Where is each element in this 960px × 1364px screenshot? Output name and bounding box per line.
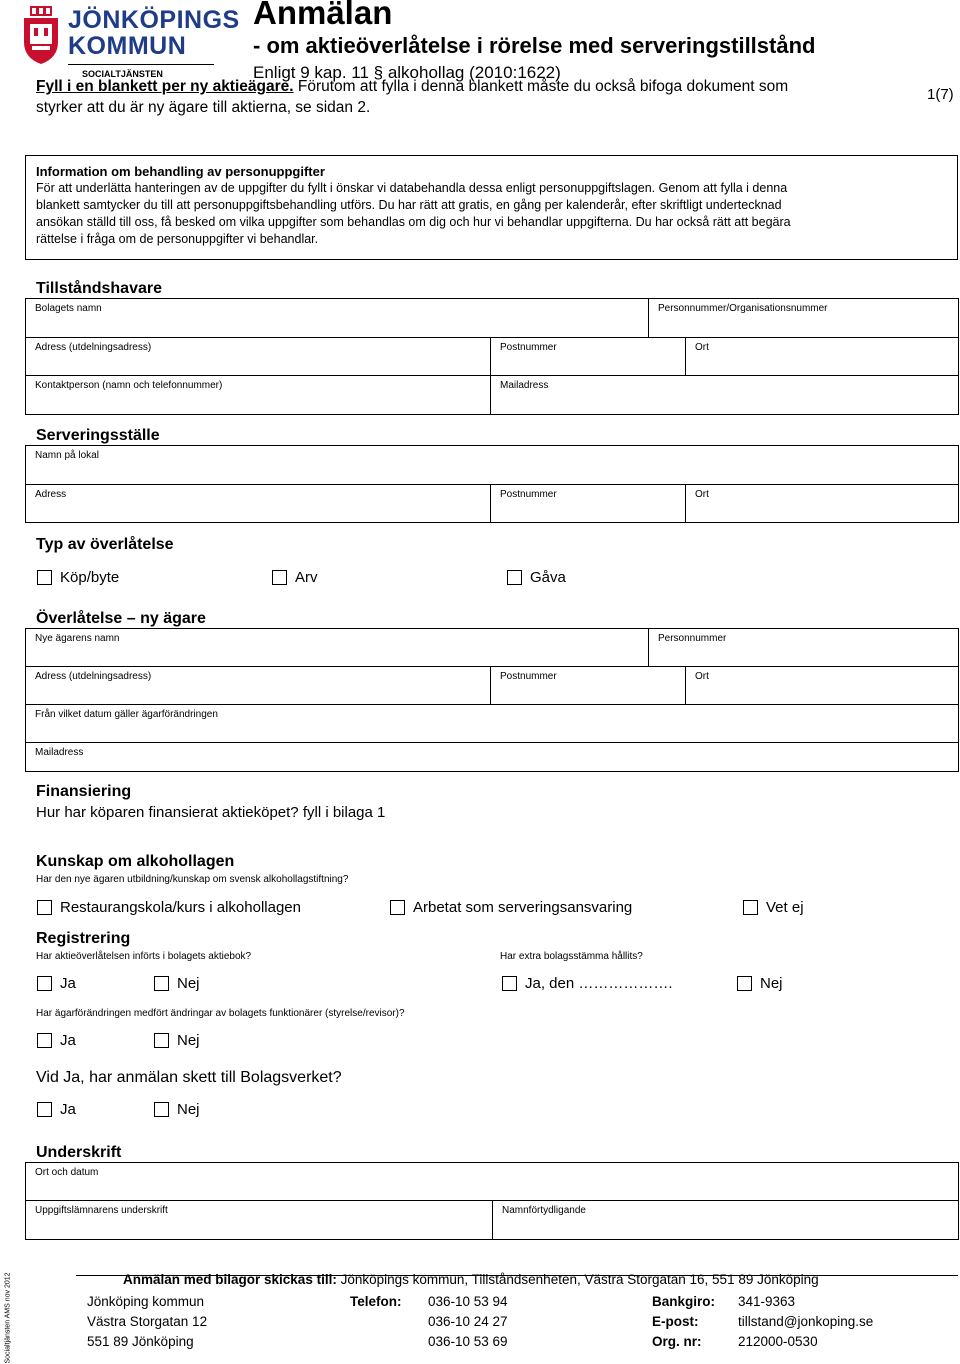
section-title-ny-agare: Överlåtelse – ny ägare [36, 610, 206, 627]
new-owner-address-label: Adress (utdelningsadress) [35, 671, 152, 682]
option-arbetat-label: Arbetat som serveringsansvaring [413, 899, 633, 916]
venue-postal-code-field[interactable] [490, 484, 686, 523]
new-owner-email-field[interactable] [25, 742, 959, 772]
intro-bold: Fyll i en blankett per ny aktieägare. [36, 78, 294, 95]
footer-org-label: Org. nr: [652, 1334, 702, 1349]
postal-code-field[interactable] [490, 337, 686, 376]
info-line-1: För att underlätta hanteringen av de uppgifter du fyllt i önskar vi databehandla dessa enligt personuppgiftslagen. Genom att fylla i denna [36, 181, 788, 195]
new-owner-postal-code-label: Postnummer [500, 671, 557, 682]
info-line-2: blankett samtycker du till att personuppgiftsbehandling utförs. Du har rätt att gratis, en gång per kalenderår, efter skriftligt undertecknad [36, 198, 782, 212]
footer-send-bold: Anmälan med bilagor skickas till: [123, 1272, 337, 1287]
info-heading: Information om behandling av personuppgifter [36, 164, 325, 179]
footer-send-rest: Jönköpings kommun, Tillståndsenheten, Västra Storgatan 16, 551 89 Jönköping [336, 1272, 819, 1287]
footer-bank: 341-9363 [738, 1294, 796, 1309]
postal-code-label: Postnummer [500, 342, 557, 353]
checkbox-arbetat[interactable] [390, 900, 405, 915]
finansiering-text: Hur har köparen finansierat aktieköpet? fyll i bilaga 1 [36, 804, 386, 821]
venue-postal-code-label: Postnummer [500, 489, 557, 500]
checkbox-q4-nej[interactable] [154, 1102, 169, 1117]
checkbox-q2-ja[interactable] [502, 976, 517, 991]
registrering-q4: Vid Ja, har anmälan skett till Bolagsverket? [36, 1069, 342, 1086]
venue-city-label: Ort [695, 489, 709, 500]
footer-send-line [123, 1272, 819, 1287]
option-restaurangskola-label: Restaurangskola/kurs i alkohollagen [60, 899, 301, 916]
q4-nej-label: Nej [177, 1101, 200, 1118]
coat-of-arms-icon [22, 6, 60, 64]
section-title-servering: Serveringsställe [36, 427, 160, 444]
email-field[interactable] [490, 375, 959, 415]
checkbox-arv[interactable] [272, 570, 287, 585]
footer-org: 212000-0530 [738, 1334, 818, 1349]
checkbox-vet-ej[interactable] [743, 900, 758, 915]
kunskap-question: Har den nye ägaren utbildning/kunskap om svensk alkohollagstiftning? [36, 874, 349, 885]
new-owner-name-label: Nye ägarens namn [35, 633, 120, 644]
place-date-field[interactable] [25, 1162, 959, 1201]
registrering-q2: Har extra bolagsstämma hållits? [500, 951, 643, 962]
address-label: Adress (utdelningsadress) [35, 342, 152, 353]
q2-ja-label: Ja, den ………………. [525, 975, 673, 992]
page-title: Anmälan [253, 0, 393, 31]
info-line-3: ansökan ställd till oss, få besked om vilka uppgifter som behandlas om dig och hur vi behandlar uppgifterna. Du har också rätt att begära [36, 215, 791, 229]
q4-ja[interactable] [37, 1101, 76, 1118]
footer-tel-label: Telefon: [350, 1294, 402, 1309]
section-title-kunskap: Kunskap om alkohollagen [36, 853, 235, 870]
new-owner-name-field[interactable] [25, 628, 649, 667]
side-version-text: Socialtjänsten AMS nov 2012 [4, 1272, 12, 1364]
new-owner-city-field[interactable] [685, 666, 959, 705]
option-vet-ej-label: Vet ej [766, 899, 804, 916]
venue-city-field[interactable] [685, 484, 959, 523]
checkbox-q1-ja[interactable] [37, 976, 52, 991]
new-owner-postal-code-field[interactable] [490, 666, 686, 705]
venue-address-label: Adress [35, 489, 67, 500]
footer-address-2: Västra Storgatan 12 [87, 1314, 208, 1329]
option-vet-ej[interactable] [743, 899, 804, 916]
q3-nej-label: Nej [177, 1032, 200, 1049]
change-date-label: Från vilket datum gäller ägarförändringen [35, 709, 218, 720]
org-number-field[interactable] [648, 298, 959, 338]
change-date-field[interactable] [25, 704, 959, 743]
new-owner-address-field[interactable] [25, 666, 491, 705]
logo-name-2: KOMMUN [68, 32, 187, 60]
q2-ja-den[interactable] [502, 975, 673, 992]
checkbox-q2-nej[interactable] [737, 976, 752, 991]
name-clarification-label: Namnförtydligande [502, 1205, 586, 1216]
new-owner-email-label: Mailadress [35, 747, 84, 758]
checkbox-q3-ja[interactable] [37, 1033, 52, 1048]
footer-email[interactable]: tillstand@jonkoping.se [738, 1314, 874, 1329]
checkbox-gava[interactable] [507, 570, 522, 585]
contact-person-label: Kontaktperson (namn och telefonnummer) [35, 380, 223, 391]
footer-address-1: Jönköping kommun [87, 1294, 205, 1309]
option-arv[interactable] [272, 569, 318, 586]
q3-nej[interactable] [154, 1032, 200, 1049]
signature-field[interactable] [25, 1200, 493, 1240]
section-title-registrering: Registrering [36, 930, 131, 947]
footer-tel-1: 036-10 53 94 [428, 1294, 508, 1309]
q1-nej[interactable] [154, 975, 200, 992]
signature-label: Uppgiftslämnarens underskrift [35, 1205, 168, 1216]
company-name-field[interactable] [25, 298, 649, 338]
contact-person-field[interactable] [25, 375, 491, 415]
option-kop-byte-label: Köp/byte [60, 569, 120, 586]
new-owner-city-label: Ort [695, 671, 709, 682]
q3-ja[interactable] [37, 1032, 76, 1049]
page-subtitle: - om aktieöverlåtelse i rörelse med serveringstillstånd [253, 33, 816, 58]
registrering-q3: Har ägarförändringen medfört ändringar av bolagets funktionärer (styrelse/revisor)? [36, 1008, 405, 1019]
section-title-underskrift: Underskrift [36, 1144, 122, 1161]
option-gava[interactable] [507, 569, 566, 586]
info-box [25, 155, 958, 260]
new-owner-pnr-field[interactable] [648, 628, 959, 667]
logo-name: JÖNKÖPINGS [68, 6, 240, 34]
checkbox-q3-nej[interactable] [154, 1033, 169, 1048]
venue-address-field[interactable] [25, 484, 491, 523]
section-title-typ: Typ av överlåtelse [36, 536, 174, 553]
intro-rest: Förutom att fylla i denna blankett måste du också bifoga dokument som [293, 78, 789, 95]
checkbox-restaurangskola[interactable] [37, 900, 52, 915]
checkbox-q4-ja[interactable] [37, 1102, 52, 1117]
email-label: Mailadress [500, 380, 549, 391]
footer-tel-2: 036-10 24 27 [428, 1314, 508, 1329]
logo-divider [68, 64, 214, 65]
intro-line-1 [36, 78, 788, 96]
address-field[interactable] [25, 337, 491, 376]
place-date-label: Ort och datum [35, 1167, 99, 1178]
option-kop-byte[interactable] [37, 569, 119, 586]
checkbox-kop-byte[interactable] [37, 570, 52, 585]
q3-ja-label: Ja [60, 1032, 76, 1049]
q1-ja[interactable] [37, 975, 76, 992]
option-gava-label: Gåva [530, 569, 566, 586]
footer-tel-3: 036-10 53 69 [428, 1334, 508, 1349]
venue-name-label: Namn på lokal [35, 450, 99, 461]
logo-sub: SOCIALTJÄNSTEN [82, 69, 163, 79]
q1-ja-label: Ja [60, 975, 76, 992]
name-clarification-field[interactable] [492, 1200, 959, 1240]
q2-nej[interactable] [737, 975, 783, 992]
registrering-q1: Har aktieöverlåtelsen införts i bolagets aktiebok? [36, 951, 252, 962]
option-restaurangskola[interactable] [37, 899, 301, 916]
section-title-tillstandshavare: Tillståndshavare [36, 280, 162, 297]
q2-nej-label: Nej [760, 975, 783, 992]
page-number: 1(7) [927, 86, 954, 103]
q4-nej[interactable] [154, 1101, 200, 1118]
city-label: Ort [695, 342, 709, 353]
option-arv-label: Arv [295, 569, 318, 586]
footer-email-label: E-post: [652, 1314, 699, 1329]
section-title-finansiering: Finansiering [36, 783, 132, 800]
city-field[interactable] [685, 337, 959, 376]
new-owner-pnr-label: Personnummer [658, 633, 727, 644]
checkbox-q1-nej[interactable] [154, 976, 169, 991]
org-number-label: Personnummer/Organisationsnummer [658, 303, 828, 314]
law-reference: Enligt 9 kap. 11 § alkohollag (2010:1622) [253, 63, 561, 82]
footer-address-3: 551 89 Jönköping [87, 1334, 194, 1349]
info-line-4: rättelse i fråga om de personuppgifter vi behandlar. [36, 232, 319, 246]
option-arbetat[interactable] [390, 899, 632, 916]
q4-ja-label: Ja [60, 1101, 76, 1118]
venue-name-field[interactable] [25, 445, 959, 485]
q1-nej-label: Nej [177, 975, 200, 992]
intro-line-2: styrker att du är ny ägare till aktierna, se sidan 2. [36, 99, 371, 116]
company-name-label: Bolagets namn [35, 303, 102, 314]
logo [22, 6, 240, 82]
footer-bank-label: Bankgiro: [652, 1294, 716, 1309]
